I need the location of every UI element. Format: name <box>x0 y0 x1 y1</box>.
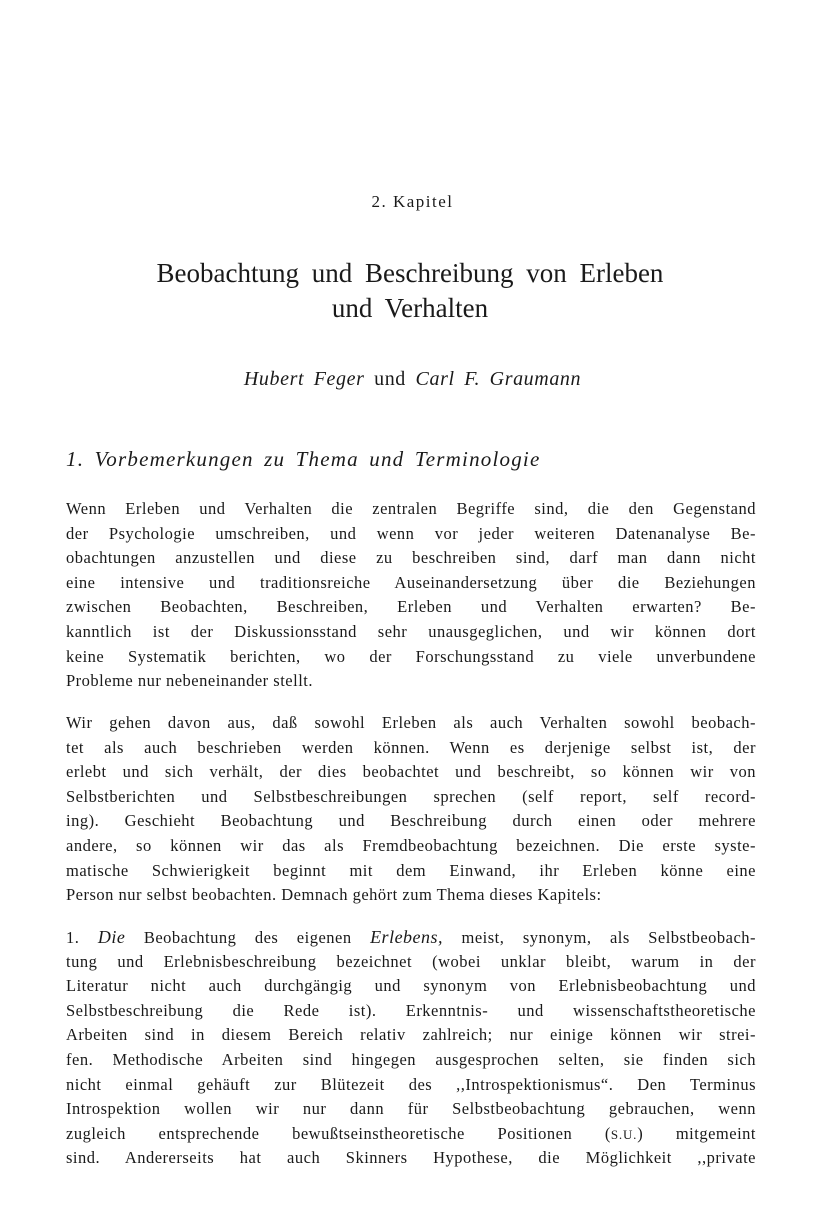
paragraph-line: Wenn Erleben und Verhalten die zentralen Begriffe sind, die den Gegenstand <box>66 499 756 518</box>
paragraph-line: obachtungen anzustellen und diese zu beschreiben sind, darf man dann nicht <box>66 548 756 568</box>
paragraph-line: Arbeiten sind in diesem Bereich relativ zahlreich; nur einige können wir strei- <box>66 1025 756 1045</box>
paragraph-line: sind. Andererseits hat auch Skinners Hypothese, die Möglichkeit ,,private <box>66 1148 756 1168</box>
paragraph-line: Literatur nicht auch durchgängig und synonym von Erlebnisbeobachtung und <box>66 976 756 996</box>
author-1: Hubert Feger <box>243 368 365 390</box>
emphasis-text: Erlebens, <box>370 927 444 947</box>
paragraph-line: tung und Erlebnisbeschreibung bezeichnet (wobei unklar bleibt, warum in der <box>66 951 756 971</box>
paragraph-line: matische Schwierigkeit beginnt mit dem Einwand, ihr Erleben könne eine <box>66 860 756 880</box>
paragraph-line: Wir gehen davon aus, daß sowohl Erleben als auch Verhalten sowohl beobach- <box>66 713 756 732</box>
authors <box>0 368 825 391</box>
text-segment: meist, synonym, als Selbstbeobach- <box>461 928 757 947</box>
text-segment: zugleich entsprechende bewußtseinstheoretische Positionen ( <box>66 1123 611 1143</box>
paragraph-line: zwischen Beobachten, Beschreiben, Erleben und Verhalten erwarten? Be- <box>66 597 756 617</box>
paragraph-line: tet als auch beschrieben werden können. Wenn es derjenige selbst ist, der <box>66 737 756 757</box>
small-caps-abbreviation: S.U. <box>610 1126 638 1142</box>
paragraph-line <box>66 1122 756 1147</box>
text-segment: ) mitgemeint <box>637 1123 756 1143</box>
paragraph-line: Selbstberichten und Selbstbeschreibungen sprechen (self report, self record- <box>66 786 756 806</box>
paragraph-line: kanntlich ist der Diskussionsstand sehr unausgeglichen, und wir können dort <box>66 621 756 641</box>
author-2: Carl F. Graumann <box>415 368 582 390</box>
paragraph-line: Probleme nur nebeneinander stellt. <box>66 671 314 691</box>
author-connector: und <box>374 368 406 390</box>
paragraph-line: andere, so können wir das als Fremdbeobachtung bezeichnen. Die erste syste- <box>66 835 756 855</box>
paragraph-line <box>66 925 756 950</box>
paragraph-line: Introspektion wollen wir nur dann für Selbstbeobachtung gebrauchen, wenn <box>66 1099 756 1119</box>
paragraph-line: keine Systematik berichten, wo der Forschungsstand zu viele unverbundene <box>66 646 756 666</box>
paragraph-line: ing). Geschieht Beobachtung und Beschreibung durch einen oder mehrere <box>66 811 756 831</box>
section-heading: 1. Vorbemerkungen zu Thema und Terminologie <box>66 447 541 471</box>
paragraph-line: nicht einmal gehäuft zur Blütezeit des ,,Introspektionismus“. Den Terminus <box>66 1074 756 1094</box>
paragraph-1 <box>66 497 756 694</box>
paragraph-line: eine intensive und traditionsreiche Auseinandersetzung über die Beziehungen <box>66 572 756 592</box>
text-segment: Beobachtung des eigenen <box>143 928 352 947</box>
chapter-label: 2. Kapitel <box>371 192 454 211</box>
list-number: 1. <box>66 928 80 947</box>
paragraph-line: fen. Methodische Arbeiten sind hingegen ausgesprochen selten, sie finden sich <box>66 1049 756 1069</box>
paragraph-line: erlebt und sich verhält, der dies beobachtet und beschreibt, so können wir von <box>66 762 756 782</box>
chapter-title-line-1: Beobachtung und Beschreibung von Erleben <box>156 258 664 288</box>
paragraph-line: Selbstbeschreibung die Rede ist). Erkenntnis- und wissenschaftstheoretische <box>66 1000 756 1020</box>
paragraph-line: Person nur selbst beobachten. Demnach gehört zum Thema dieses Kapitels: <box>66 885 602 905</box>
chapter-title <box>110 256 710 326</box>
paragraph-3 <box>66 925 756 1171</box>
emphasis-text: Die <box>97 927 126 947</box>
chapter-title-line-2: und Verhalten <box>331 293 489 323</box>
paragraph-line: der Psychologie umschreiben, und wenn vor jeder weiteren Datenanalyse Be- <box>66 523 756 543</box>
paragraph-2 <box>66 711 756 908</box>
